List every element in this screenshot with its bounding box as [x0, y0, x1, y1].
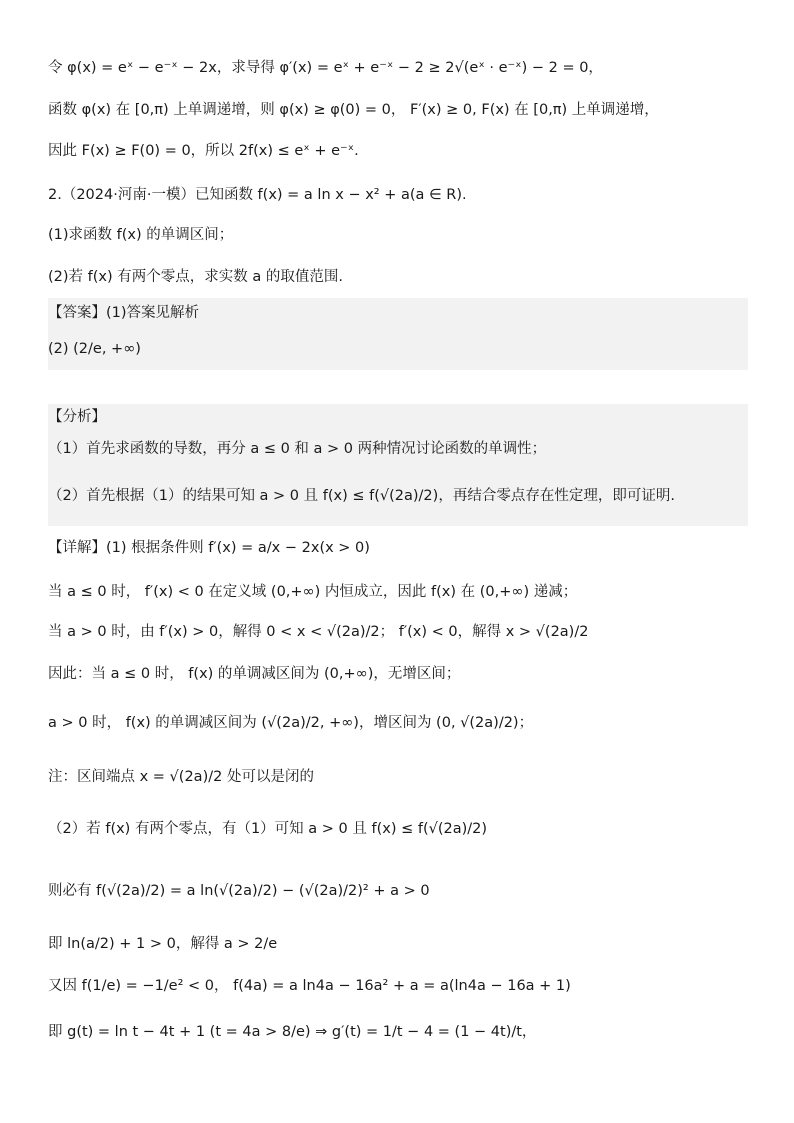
text-line: 令 φ(x) = eˣ − e⁻ˣ − 2x，求导得 φ′(x) = eˣ + e⁻ˣ − 2 ≥ 2√(eˣ · e⁻ˣ) − 2 = 0， — [48, 60, 603, 76]
analysis-line: （1）首先求函数的导数，再分 a ≤ 0 和 a > 0 两种情况讨论函数的单调性； — [48, 441, 547, 457]
solution-line: 则必有 f(√(2a)/2) = a ln(√(2a)/2) − (√(2a)/2)² + a > 0 — [48, 883, 430, 899]
text-line: 函数 φ(x) 在 [0,π) 上单调递增，则 φ(x) ≥ φ(0) = 0， F′(x) ≥ 0, F(x) 在 [0,π) 上单调递增， — [48, 102, 659, 118]
analysis-label: 【分析】 — [48, 409, 106, 425]
solution-line: （2）若 f(x) 有两个零点，有（1）可知 a > 0 且 f(x) ≤ f(√(2a)/2) — [48, 821, 488, 837]
solution-line: 当 a ≤ 0 时， f′(x) < 0 在定义域 (0,+∞) 内恒成立，因此 f(x) 在 (0,+∞) 递减； — [48, 584, 578, 600]
problem-part-2: (2)若 f(x) 有两个零点，求实数 a 的取值范围. — [48, 269, 343, 285]
solution-line: 即 ln(a/2) + 1 > 0，解得 a > 2/e — [48, 936, 278, 952]
problem-header: 2.（2024·河南·一模）已知函数 f(x) = a ln x − x² + a(a ∈ R). — [48, 187, 467, 203]
solution-line: 【详解】(1) 根据条件则 f′(x) = a/x − 2x(x > 0) — [48, 540, 370, 556]
solution-line: 因此：当 a ≤ 0 时， f(x) 的单调减区间为 (0,+∞)，无增区间； — [48, 666, 461, 682]
solution-line: 当 a > 0 时，由 f′(x) > 0，解得 0 < x < √(2a)/2； f′(x) < 0，解得 x > √(2a)/2 — [48, 624, 589, 640]
solution-line: 又因 f(1/e) = −1/e² < 0， f(4a) = a ln4a − 16a² + a = a(ln4a − 16a + 1) — [48, 978, 571, 994]
problem-part-1: (1)求函数 f(x) 的单调区间； — [48, 227, 234, 243]
analysis-line: （2）首先根据（1）的结果可知 a > 0 且 f(x) ≤ f(√(2a)/2)，再结合零点存在性定理，即可证明. — [48, 488, 675, 504]
text-line: 因此 F(x) ≥ F(0) = 0，所以 2f(x) ≤ eˣ + e⁻ˣ. — [48, 143, 359, 159]
solution-line: a > 0 时， f(x) 的单调减区间为 (√(2a)/2, +∞)，增区间为 (0, √(2a)/2)； — [48, 715, 534, 731]
answer-part-2: (2) (2/e, +∞) — [48, 341, 141, 357]
answer-label: 【答案】(1)答案见解析 — [48, 305, 200, 321]
solution-line: 即 g(t) = ln t − 4t + 1 (t = 4a > 8/e) ⇒ g′(t) = 1/t − 4 = (1 − 4t)/t， — [48, 1024, 537, 1040]
solution-line: 注：区间端点 x = √(2a)/2 处可以是闭的 — [48, 769, 314, 785]
